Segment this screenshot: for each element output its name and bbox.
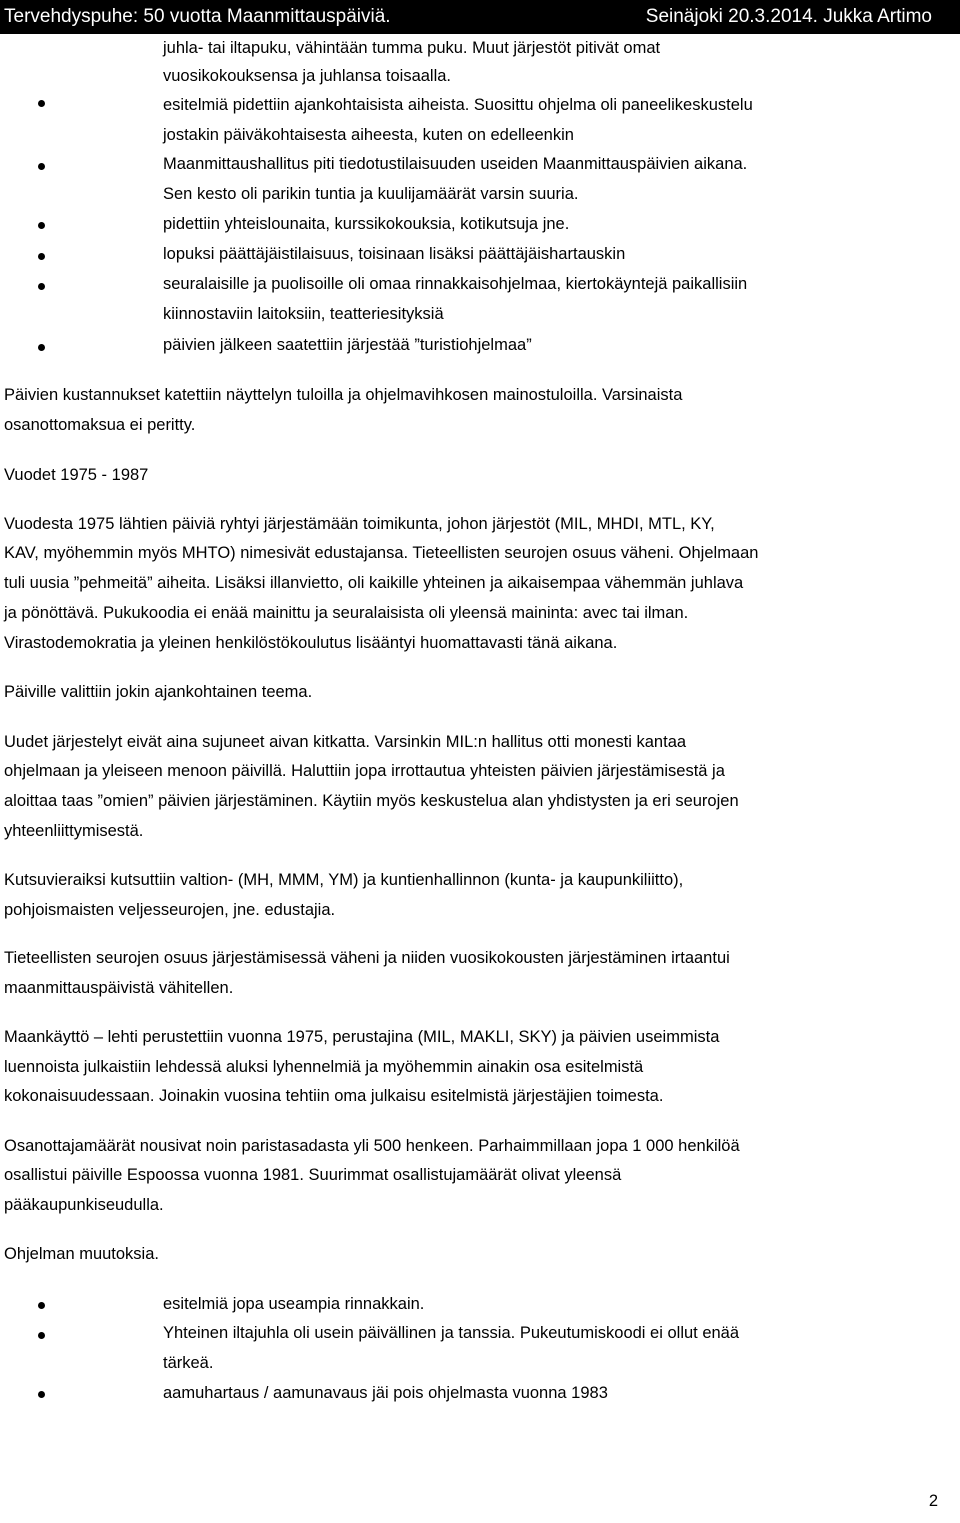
header-right-text: Seinäjoki 20.3.2014. Jukka Artimo (645, 6, 932, 27)
paragraph-line: Päivien kustannukset katettiin näyttelyn tuloilla ja ohjelmavihkosen mainostuloilla. Varsinaista (4, 386, 683, 404)
list-item-line: pidettiin yhteislounaita, kurssikokouksia, kotikutsuja jne. (163, 215, 570, 233)
paragraph-line: pääkaupunkiseudulla. (4, 1196, 164, 1214)
bullet-dot (38, 1302, 45, 1309)
list-item-line: Maanmittaushallitus piti tiedotustilaisuuden useiden Maanmittauspäivien aikana. (163, 155, 748, 173)
paragraph-line: maanmittauspäivistä vähitellen. (4, 979, 234, 997)
bullet-dot (38, 1391, 45, 1398)
paragraph-line: ja pönöttävä. Pukukoodia ei enää mainittu ja seuralaisista oli yleensä maininta: avec tai ilman. (4, 604, 689, 622)
list-item-line: juhla- tai iltapuku, vähintään tumma puku. Muut järjestöt pitivät omat (163, 39, 661, 57)
paragraph-line: tuli uusia ”pehmeitä” aiheita. Lisäksi illanvietto, oli kaikille yhteinen ja aikaisempaa vähemmän juhlava (4, 574, 744, 592)
bullet-dot (38, 253, 45, 260)
paragraph-line: Tieteellisten seurojen osuus järjestämisessä väheni ja niiden vuosikokousten järjestäminen irtaantui (4, 949, 730, 967)
paragraph-line: aloittaa taas ”omien” päivien järjestäminen. Käytiin myös keskustelua alan yhdistysten ja eri seurojen (4, 792, 739, 810)
paragraph-line: ohjelmaan ja yleiseen menoon päivillä. Haluttiin jopa irrottautua yhteisten päivien järjestämisestä ja (4, 762, 725, 780)
paragraph-line: Uudet järjestelyt eivät aina sujuneet aivan kitkatta. Varsinkin MIL:n hallitus otti monesti kantaa (4, 733, 687, 751)
list-item-line: esitelmiä jopa useampia rinnakkain. (163, 1295, 425, 1313)
section-heading: Vuodet 1975 - 1987 (4, 466, 149, 484)
paragraph-line: Virastodemokratia ja yleinen henkilöstökoulutus lisääntyi huomattavasti tänä aikana. (4, 634, 618, 652)
paragraph-line: pohjoismaisten veljesseurojen, jne. edustajia. (4, 901, 336, 919)
page-header (0, 0, 960, 34)
list-item-line: vuosikokouksensa ja juhlansa toisaalla. (163, 67, 452, 85)
bullet-dot (38, 283, 45, 290)
list-item-line: päivien jälkeen saatettiin järjestää ”turistiohjelmaa” (163, 336, 532, 354)
paragraph-line: kokonaisuudessaan. Joinakin vuosina tehtiin oma julkaisu esitelmistä järjestäjien toimesta. (4, 1087, 664, 1105)
bullet-dot (38, 222, 45, 229)
paragraph-line: KAV, myöhemmin myös MHTO) nimesivät edustajansa. Tieteellisten seurojen osuus väheni. Ohjelmaan (4, 544, 759, 562)
paragraph-line: Päiville valittiin jokin ajankohtainen teema. (4, 683, 313, 701)
page-number: 2 (928, 1492, 938, 1510)
list-item-line: aamuhartaus / aamunavaus jäi pois ohjelmasta vuonna 1983 (163, 1384, 608, 1402)
list-item-line: kiinnostaviin laitoksiin, teatteriesityksiä (163, 305, 444, 323)
bullet-dot (38, 344, 45, 351)
bullet-dot (38, 1332, 45, 1339)
list-item-line: Sen kesto oli parikin tuntia ja kuulijamäärät varsin suuria. (163, 185, 579, 203)
list-item-line: seuralaisille ja puolisoille oli omaa rinnakkaisohjelmaa, kiertokäyntejä paikallisiin (163, 275, 748, 293)
header-left-text: Tervehdyspuhe: 50 vuotta Maanmittauspäiviä. (4, 6, 391, 27)
list-item-line: tärkeä. (163, 1354, 214, 1372)
bullet-dot (38, 163, 45, 170)
paragraph-line: Kutsuvieraiksi kutsuttiin valtion- (MH, MMM, YM) ja kuntienhallinnon (kunta- ja kaupunkiliitto), (4, 871, 684, 889)
paragraph-line: Ohjelman muutoksia. (4, 1245, 159, 1263)
list-item-line: jostakin päiväkohtaisesta aiheesta, kuten on edelleenkin (163, 126, 574, 144)
paragraph-line: Maankäyttö – lehti perustettiin vuonna 1975, perustajina (MIL, MAKLI, SKY) ja päivien useimmista (4, 1028, 720, 1046)
list-item-line: lopuksi päättäjäistilaisuus, toisinaan lisäksi päättäjäishartauskin (163, 245, 626, 263)
paragraph-line: Osanottajamäärät nousivat noin paristasadasta yli 500 henkeen. Parhaimmillaan jopa 1 000 henkilöä (4, 1137, 740, 1155)
paragraph-line: osanottomaksua ei peritty. (4, 416, 196, 434)
paragraph-line: Vuodesta 1975 lähtien päiviä ryhtyi järjestämään toimikunta, johon järjestöt (MIL, MHDI, MTL, KY, (4, 515, 715, 533)
paragraph-line: luennoista julkaistiin lehdessä aluksi lyhennelmiä ja myöhemmin ainakin osa esitelmistä (4, 1058, 644, 1076)
list-item-line: Yhteinen iltajuhla oli usein päivällinen ja tanssia. Pukeutumiskoodi ei ollut enää (163, 1324, 740, 1342)
bullet-dot (38, 100, 45, 107)
paragraph-line: yhteenliittymisestä. (4, 822, 144, 840)
list-item-line: esitelmiä pidettiin ajankohtaisista aiheista. Suosittu ohjelma oli paneelikeskustelu (163, 96, 753, 114)
paragraph-line: osallistui päiville Espoossa vuonna 1981. Suurimmat osallistujamäärät olivat yleensä (4, 1166, 622, 1184)
